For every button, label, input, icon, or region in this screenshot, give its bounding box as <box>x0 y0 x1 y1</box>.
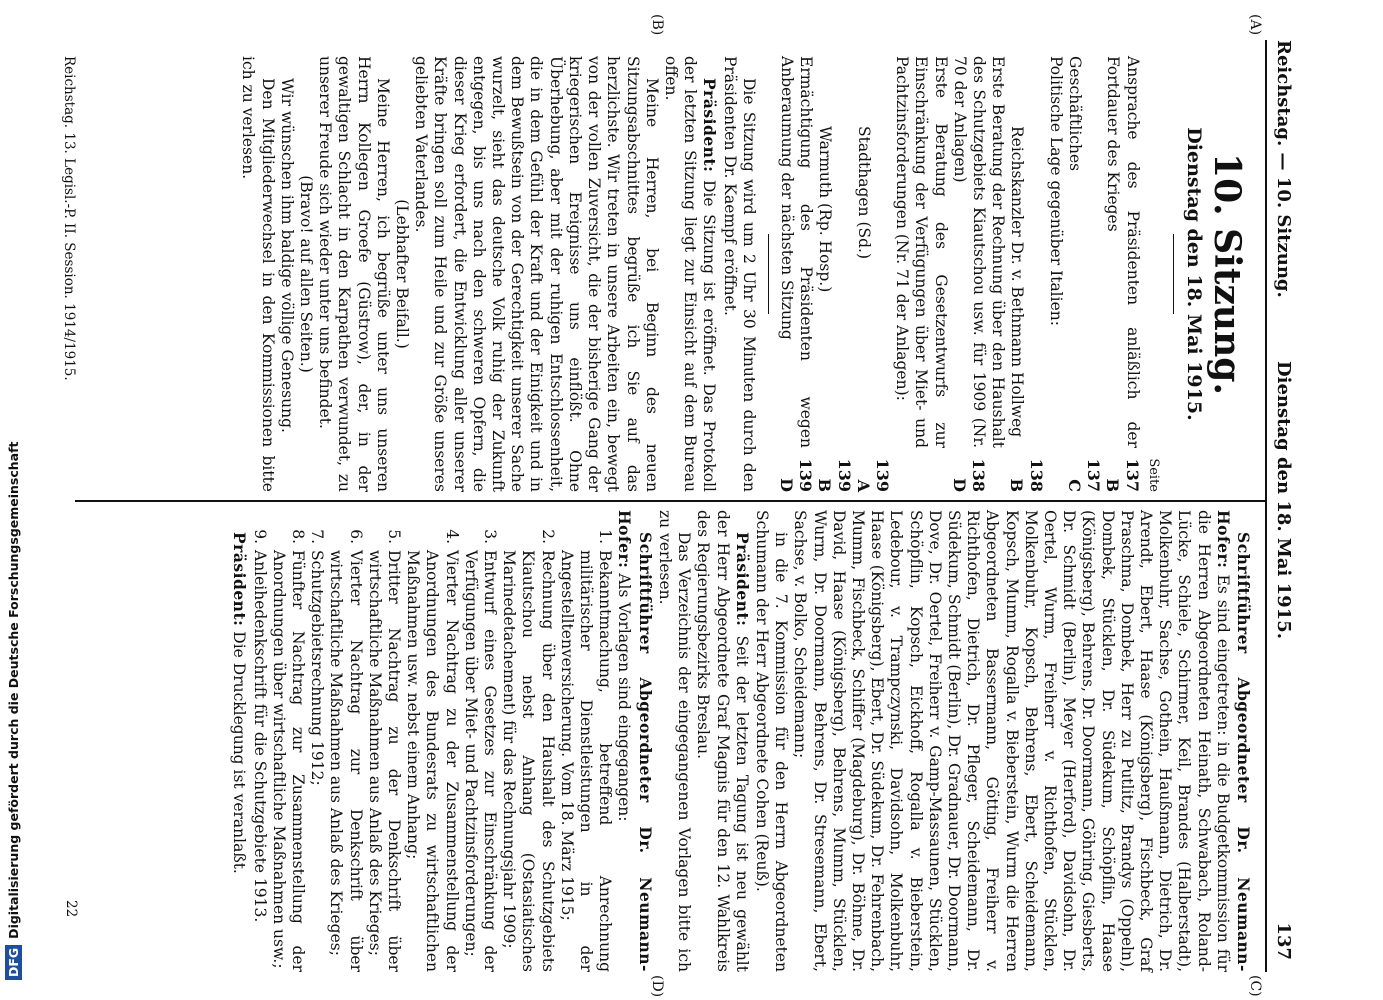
list-item-number: 1. <box>596 529 615 544</box>
speaker-label: Schriftführer Abgeordneter Dr. Neumann-Hofer: <box>1213 510 1253 972</box>
paragraph-text: Wir wünschen ihm baldige völlige Genesung. <box>277 78 296 433</box>
list-item-text: Bekanntmachung, betreffend Anrechnung militärischer Dienstleistungen in der Angestelltenversicherung. Vom 18. März 1915; <box>557 550 615 972</box>
list-item <box>269 510 307 972</box>
toc-entry-text: Erste Beratung des Gesetzentwurfs zur Einschränkung der Verfügungen über Miet- und Pachtzinsforderungen (Nr. 71 der Anlagen): <box>893 56 950 448</box>
toc-entry <box>777 56 815 492</box>
session-date: Dienstag den 18. Mai 1915. <box>1183 127 1205 421</box>
toc-entry-page: 139 D <box>776 458 816 492</box>
left-column <box>238 56 1253 492</box>
toc-entry <box>950 56 1008 492</box>
toc-page-label: Seite <box>1145 458 1161 492</box>
list-item <box>307 510 326 972</box>
margin-mark-b: (B) <box>649 14 665 36</box>
list-item-number: 4. <box>442 529 461 544</box>
footer-citation: Reichstag. 13. Legisl.-P. II. Session. 1914/1915. <box>61 56 77 381</box>
list-item-text: Fünfter Nachtrag zur Zusammenstellung der Anordnungen über wirtschaftliche Maßnahmen usw.; <box>269 550 308 972</box>
reaction-note: (Bravo! auf allen Seiten.) <box>297 175 316 373</box>
running-header-left: Reichstag. — 10. Sitzung. <box>1273 40 1295 298</box>
toc-entry <box>854 56 892 492</box>
list-item-text: Schutzgebietsrechnung 1912; <box>308 550 327 786</box>
list-item-number: 8. <box>289 529 308 544</box>
paragraph <box>229 510 249 972</box>
sheet-number: 22 <box>63 900 79 918</box>
running-header-center: Dienstag den 18. Mai 1915. <box>1273 361 1295 639</box>
toc-entry-page: 137 C <box>1064 458 1104 492</box>
opening-statement: Die Sitzung wird um 2 Uhr 30 Minuten durch den Präsidenten Dr. Kaempf eröffnet. <box>720 56 758 492</box>
speaker-label: Präsident: <box>230 532 250 627</box>
toc-entry-page: 137 B <box>1103 458 1142 492</box>
toc-entry-text: Ermächtigung des Präsidenten wegen Anberaumung der nächsten Sitzung <box>777 56 816 448</box>
list-item-number: 6. <box>346 529 365 544</box>
list-item <box>499 510 557 972</box>
reaction-note: (Lebhafter Beifall.) <box>393 199 412 349</box>
paragraph-text: Es sind eingetreten: in die Budgetkommission für die Herren Abgeordneten Heinath, Schwabach, Roland-Lücke, Schiele, Schirmer, Keil, Brandes (Halberstadt), Molkenbuhr, Sachse, Gothein, Haußmann, Dietrich, Dr. Arendt, Ebert, Haase (Königsberg), Fischbeck, Graf Praschma, Dombek, Herr zu Putlitz, Brandys (Oppeln), Dombek, Stücklen, Dr. Südekum, Schöpflin, Haase (Königsberg), Behrens, Dr. Doormann, Göhring, Giesberts, Dr. Schmidt (Berlin), Meyer (Herford), Davidsohn, Dr. Oertel, Wurm, Freiherr v. Richthofen, Stücklen, Molkenbuhr, Kopsch, Behrens, Ebert, Scheidemann, Kopsch, Mumm, Rogalla v. Bieberstein, Wurm die Herren Abgeordneten Bassermann, Götting, Freiherr v. Richthofen, Dietrich, Dr. Pfleger, Scheidemann, Dr. Südekum, Schmidt (Berlin), Dr. Gradnauer, Dr. Doormann, Dove, Dr. Oertel, Freiherr v. Gamp-Massaunen, Stücklen, Schöpflin, Kopsch, Eickhoff, Rogalla v. Bieberstein, Ledebour, v. Trampczynski, Davidsohn, Molkenbuhr, Haase (Königsberg), Ebert, Dr. Südekum, Dr. Fehrenbach, Mumm, Fischbeck, Schiffer (Magdeburg), Dr. Böhme, Dr. David, Haase (Königsberg), Behrens, Mumm, Stücklen, Wurm, Dr. Doormann, Behrens, Dr. Stresemann, Ebert, Sachse, v. Bolko, Scheidemann; <box>791 510 1232 972</box>
speaker-label: Schriftführer Abgeordneter Dr. Neumann-Hofer: <box>615 510 655 972</box>
list-item <box>249 510 268 972</box>
paragraph <box>614 510 654 972</box>
list-item-text: Anleihedenkschrift für die Schutzgebiete 1913. <box>250 550 269 923</box>
toc-entry-page: 139 B <box>815 458 854 492</box>
toc-entry-text: Warmuth (Rp. Hosp.) <box>816 126 835 293</box>
paragraph-text: Seit der letzten Tagung ist neu gewählt der Herr Abgeordnete Graf Magnis für den 12. Wahlkreis des Regierungsbezirks Breslau. <box>694 510 751 972</box>
document-page <box>15 0 1305 1000</box>
right-column <box>229 510 1253 972</box>
paragraph-text: Das Verzeichnis der eingegangenen Vorlagen bitte ich zu verlesen. <box>655 510 694 972</box>
toc-entry-text: Politische Lage gegenüber Italien: <box>1046 56 1065 326</box>
column-divider <box>75 500 1265 502</box>
toc-entry <box>1065 56 1103 492</box>
dfg-logo-icon: DFG <box>5 945 22 980</box>
separator <box>768 234 769 314</box>
list-item-number: 5. <box>385 529 404 544</box>
toc-entry-text: Erste Beratung der Rechnung über den Haushalt des Schutzgebiets Kiautschou usw. für 1909 (Nr. 70 der Anlagen) <box>950 56 1008 448</box>
submissions-list <box>249 510 614 972</box>
toc-entry <box>1007 56 1045 492</box>
list-item-number: 7. <box>308 529 327 544</box>
list-item <box>461 510 499 972</box>
toc-entry-text: Geschäftliches <box>1065 56 1084 172</box>
header-rule <box>1265 40 1267 972</box>
list-item-text: Vierter Nachtrag zur Denkschrift über wirtschaftliche Maßnahmen aus Anlaß des Krieges; <box>327 550 365 972</box>
margin-mark-c: (C) <box>1247 975 1263 997</box>
toc-entry-page: 138 D <box>949 458 988 492</box>
table-of-contents <box>777 56 1142 492</box>
speaker-label: Präsident: <box>732 532 752 627</box>
toc-entry-page: 138 B <box>1007 458 1046 492</box>
paragraph-text: in die 7. Kommission für den Herrn Abgeordneten Schumann der Herr Abgeordnete Cohen (Reuß). <box>752 510 791 972</box>
paragraph-text: Meine Herren, ich begrüße unter uns unseren Herrn Kollegen Groefe (Güstrow), der, in der gewaltigen Schlacht in den Karpathen verwundet, zu unserer Freude sich wieder unter uns befindet. <box>316 56 392 492</box>
list-item-text: Vierter Nachtrag zu der Zusammenstellung der Anordnungen des Bundesrats zu wirtschaftlichen Maßnahmen usw. nebst einem Anhang; <box>404 550 461 972</box>
toc-entry <box>1046 56 1065 492</box>
page-number: 137 <box>1273 922 1295 960</box>
toc-entry-text: Stadthagen (Sd.) <box>854 126 873 260</box>
list-item-number: 3. <box>481 529 500 544</box>
toc-entry <box>892 56 950 492</box>
list-item <box>365 510 403 972</box>
toc-entry <box>1103 56 1141 492</box>
list-item-text: Rechnung über den Haushalt des Schutzgebiets Kiautschou nebst Anhang (Ostasiatisches Marinedetachement) für das Rechnungsjahr 1909; <box>500 550 557 972</box>
toc-entry-text: Ansprache des Präsidenten anläßlich der Fortdauer des Krieges <box>1104 56 1142 448</box>
paragraph-text: Den Mitgliederwechsel in den Kommissionen bitte ich zu verlesen. <box>239 56 277 492</box>
paragraph-text: Als Vorlagen sind eingegangen: <box>615 573 634 822</box>
paragraph <box>790 510 1253 972</box>
toc-entry-text: Reichskanzler Dr. v. Bethmann Hollweg <box>1008 126 1027 438</box>
list-item <box>326 510 364 972</box>
list-item-text: Dritter Nachtrag zu der Denkschrift über wirtschaftliche Maßnahmen aus Anlaß des Krieges; <box>365 550 404 972</box>
list-item-number: 9. <box>250 529 269 544</box>
paragraph-text: Die Sitzung ist eröffnet. Das Protokoll der letzten Sitzung liegt zur Einsicht auf dem Bureau offen. <box>661 56 719 493</box>
toc-entry-page: 139 A <box>853 458 892 492</box>
list-item-number: 2. <box>538 529 557 544</box>
list-item <box>403 510 461 972</box>
session-title: 10. Sitzung. <box>1206 153 1248 395</box>
funding-text: Digitalisierung gefördert durch die Deutsche Forschungsgemeinschaft <box>5 441 21 939</box>
paragraph <box>661 56 720 492</box>
paragraph <box>693 510 752 972</box>
margin-mark-a: (A) <box>1247 14 1263 36</box>
paragraph-text: Die Drucklegung ist veranlaßt. <box>230 631 249 874</box>
funding-note <box>0 0 26 1000</box>
speaker-label: Präsident: <box>700 78 720 173</box>
list-item-text: Entwurf eines Gesetzes zur Einschränkung der Verfügungen über Miet- und Pachtzinsforderungen; <box>461 550 500 972</box>
paragraph-text: Meine Herren, bei Beginn des neuen Sitzungsabschnittes begrüße ich Sie auf das herzlichste. Wir treten in unsere Arbeiten ein, bewegt von der vollen Zuversicht, die der bisherige Gang der kriegerischen Ereignisse uns einflößt. Ohne Überhebung, aber mit der ruhigen Entschlossenheit, die in dem Gefühl der Kraft und der Einigkeit und in dem Bewußtsein von der Gerechtigkeit unserer Sache wurzelt, sieht das deutsche Volk ruhig der Zukunft entgegen, bis uns nach den schweren Opfern, die dieser Krieg erfordert, die Entwicklung aller unserer Kräfte bringen soll zum Heile und zur Größe unseres geliebten Vaterlandes. <box>412 56 661 492</box>
list-item <box>557 510 615 972</box>
margin-mark-d: (D) <box>649 975 665 998</box>
toc-entry <box>815 56 853 492</box>
separator <box>1173 234 1174 314</box>
